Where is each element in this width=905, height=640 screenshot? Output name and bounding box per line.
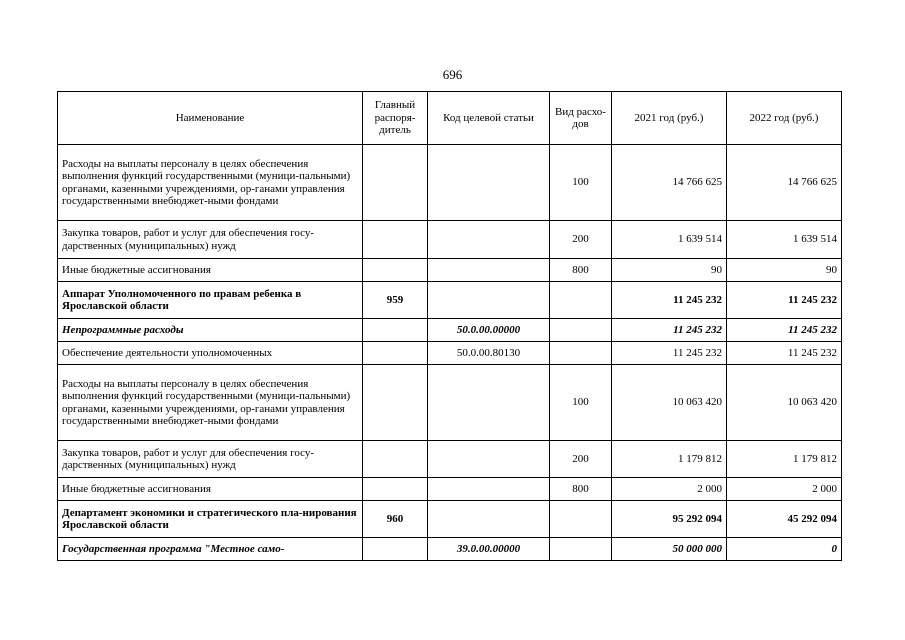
row-name: Иные бюджетные ассигнования — [58, 478, 363, 501]
row-grbs: 959 — [363, 282, 428, 319]
row-type — [550, 342, 612, 365]
row-type: 100 — [550, 145, 612, 221]
row-type: 200 — [550, 221, 612, 259]
row-2022: 2 000 — [727, 478, 842, 501]
row-2021: 1 179 812 — [612, 441, 727, 478]
row-2021: 95 292 094 — [612, 501, 727, 538]
row-code — [428, 221, 550, 259]
row-2022: 0 — [727, 538, 842, 561]
table-row — [58, 441, 842, 478]
row-name: Расходы на выплаты персоналу в целях обеспечения выполнения функций государственными (муници-пальными) органами, казенными учреждениями, ор-ганами управления государственными внебюджет-ными фондами — [58, 365, 363, 441]
row-2021: 14 766 625 — [612, 145, 727, 221]
row-code — [428, 282, 550, 319]
header-type: Вид расхо-дов — [550, 92, 612, 145]
row-grbs: 960 — [363, 501, 428, 538]
row-grbs — [363, 538, 428, 561]
row-2022: 11 245 232 — [727, 319, 842, 342]
row-grbs — [363, 478, 428, 501]
row-name: Аппарат Уполномоченного по правам ребенка в Ярославской области — [58, 282, 363, 319]
header-code: Код целевой статьи — [428, 92, 550, 145]
row-code — [428, 259, 550, 282]
row-2022: 90 — [727, 259, 842, 282]
row-code — [428, 478, 550, 501]
row-2022: 11 245 232 — [727, 342, 842, 365]
row-type: 800 — [550, 478, 612, 501]
budget-table — [57, 91, 842, 561]
row-2021: 2 000 — [612, 478, 727, 501]
row-type — [550, 501, 612, 538]
row-code: 50.0.00.00000 — [428, 319, 550, 342]
header-grbs: Главный распоря-дитель — [363, 92, 428, 145]
row-code — [428, 365, 550, 441]
table-row — [58, 538, 842, 561]
table-row — [58, 342, 842, 365]
row-name: Непрограммные расходы — [58, 319, 363, 342]
row-grbs — [363, 342, 428, 365]
row-code: 50.0.00.80130 — [428, 342, 550, 365]
row-2021: 10 063 420 — [612, 365, 727, 441]
row-type — [550, 282, 612, 319]
row-type: 200 — [550, 441, 612, 478]
row-2021: 11 245 232 — [612, 342, 727, 365]
table-row — [58, 282, 842, 319]
row-name: Расходы на выплаты персоналу в целях обеспечения выполнения функций государственными (муници-пальными) органами, казенными учреждениями, ор-ганами управления государственными внебюджет-ными фондами — [58, 145, 363, 221]
row-code — [428, 441, 550, 478]
row-2022: 45 292 094 — [727, 501, 842, 538]
row-code — [428, 501, 550, 538]
row-2022: 14 766 625 — [727, 145, 842, 221]
row-grbs — [363, 319, 428, 342]
header-row — [58, 92, 842, 145]
table-row — [58, 145, 842, 221]
row-2021: 1 639 514 — [612, 221, 727, 259]
page-number: 696 — [442, 67, 463, 82]
table-row — [58, 221, 842, 259]
table-row — [58, 259, 842, 282]
row-code: 39.0.00.00000 — [428, 538, 550, 561]
row-name: Департамент экономики и стратегического пла-нирования Ярославской области — [58, 501, 363, 538]
row-2021: 50 000 000 — [612, 538, 727, 561]
row-grbs — [363, 365, 428, 441]
row-2022: 10 063 420 — [727, 365, 842, 441]
row-grbs — [363, 259, 428, 282]
header-2021: 2021 год (руб.) — [612, 92, 727, 145]
header-2022: 2022 год (руб.) — [727, 92, 842, 145]
row-name: Закупка товаров, работ и услуг для обеспечения госу-дарственных (муниципальных) нужд — [58, 441, 363, 478]
row-name: Государственная программа "Местное само- — [58, 538, 363, 561]
row-grbs — [363, 145, 428, 221]
row-2022: 1 179 812 — [727, 441, 842, 478]
row-type — [550, 538, 612, 561]
table-row — [58, 478, 842, 501]
row-type — [550, 319, 612, 342]
row-grbs — [363, 221, 428, 259]
table-row — [58, 501, 842, 538]
row-2021: 11 245 232 — [612, 319, 727, 342]
row-type: 100 — [550, 365, 612, 441]
row-type: 800 — [550, 259, 612, 282]
row-name: Иные бюджетные ассигнования — [58, 259, 363, 282]
row-code — [428, 145, 550, 221]
row-grbs — [363, 441, 428, 478]
row-name: Закупка товаров, работ и услуг для обеспечения госу-дарственных (муниципальных) нужд — [58, 221, 363, 259]
row-name: Обеспечение деятельности уполномоченных — [58, 342, 363, 365]
table-row — [58, 319, 842, 342]
row-2022: 11 245 232 — [727, 282, 842, 319]
row-2021: 90 — [612, 259, 727, 282]
header-name: Наименование — [58, 92, 363, 145]
table-row — [58, 365, 842, 441]
row-2021: 11 245 232 — [612, 282, 727, 319]
row-2022: 1 639 514 — [727, 221, 842, 259]
